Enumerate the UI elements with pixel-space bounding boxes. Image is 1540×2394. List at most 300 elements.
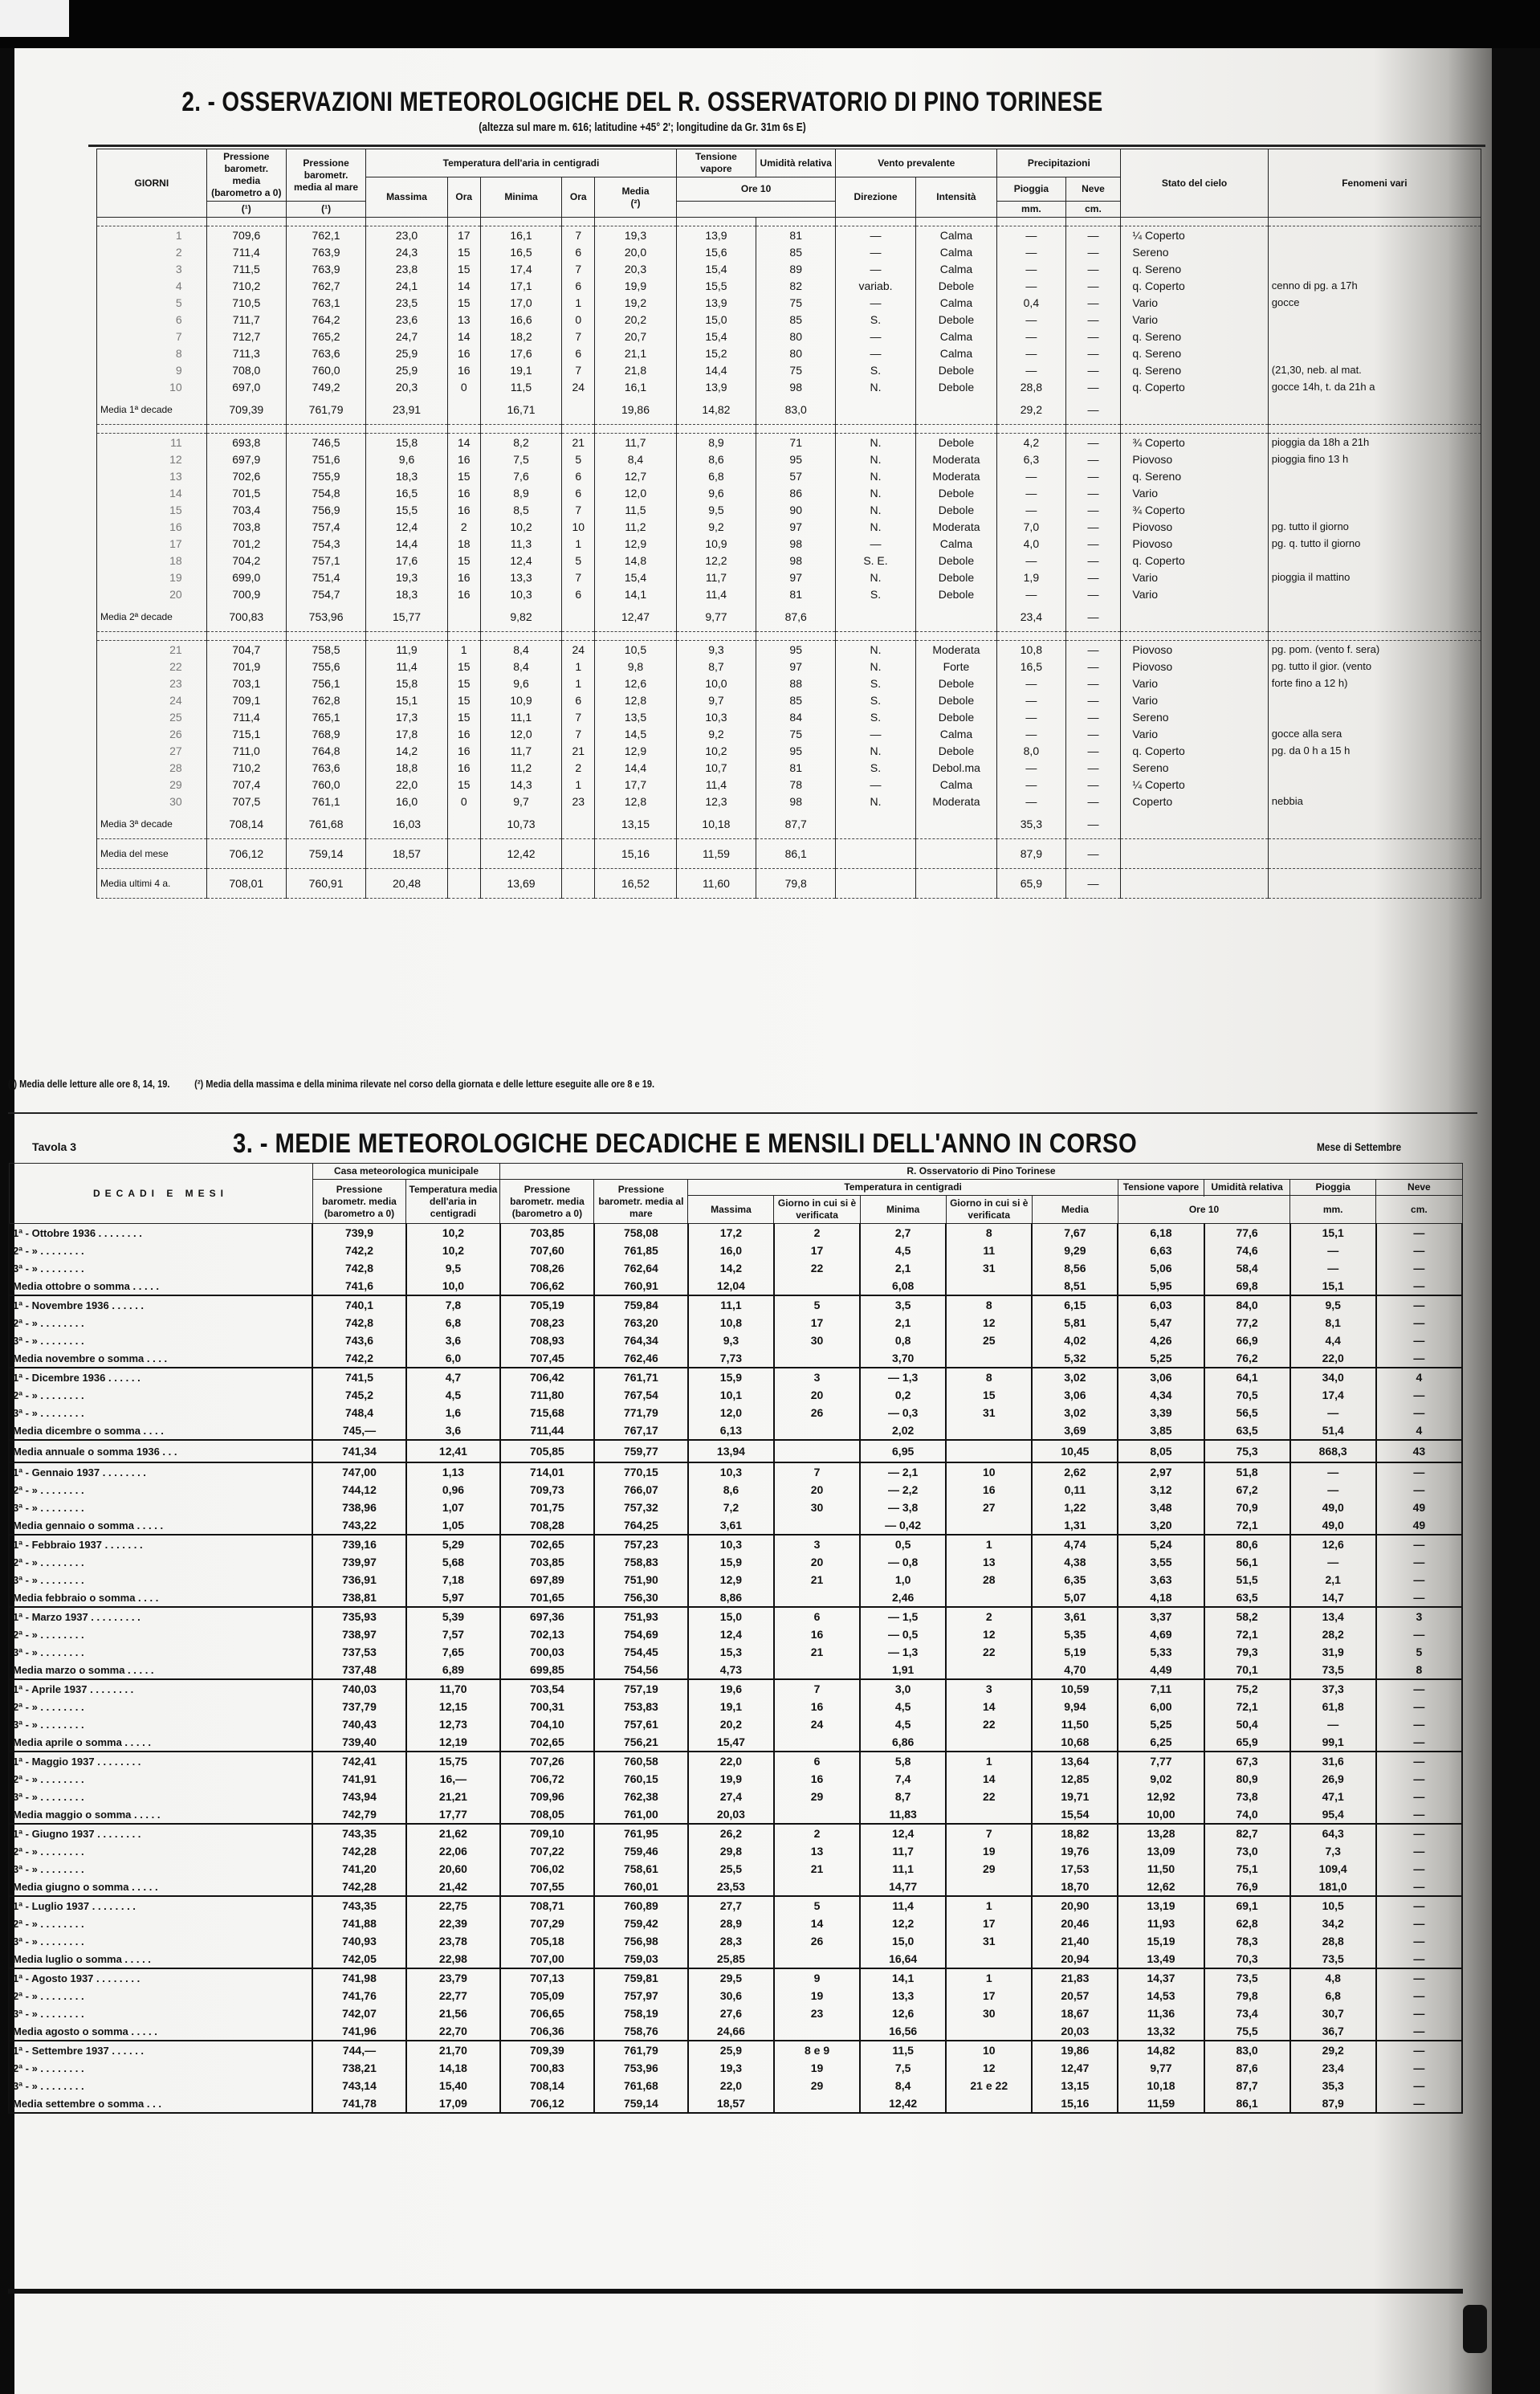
cell-pm: 749,2	[286, 378, 365, 395]
cell-min: 7,4	[860, 1770, 946, 1788]
cell-gm	[946, 1661, 1032, 1679]
cell-um: 72,1	[1204, 1625, 1290, 1643]
cell-max: 28,3	[688, 1932, 774, 1950]
cell-pg: 26,9	[1290, 1770, 1376, 1788]
cell-ct: 21,56	[406, 2005, 500, 2022]
cell-gM	[774, 1277, 860, 1295]
cell-um: 85	[756, 311, 836, 328]
cell-gM	[774, 2022, 860, 2041]
cell-med: 16,52	[595, 869, 677, 899]
cell-min: 15,0	[860, 1932, 946, 1950]
cell-pm: 760,91	[286, 869, 365, 899]
day-row	[97, 345, 1481, 361]
row-label: Media del mese	[97, 839, 207, 869]
cell-max: 20,3	[366, 378, 448, 395]
cell-dir: N.	[836, 451, 915, 467]
cell-pg: 6,3	[997, 451, 1065, 467]
cell-pm: 754,45	[594, 1643, 688, 1661]
cell-min: — 1,5	[860, 1607, 946, 1625]
cell-um: 87,7	[1204, 2077, 1290, 2094]
day-number: 3	[97, 260, 207, 277]
cell-pb: 702,65	[500, 1733, 594, 1752]
cell-cp: 743,14	[312, 2077, 406, 2094]
table2-subtitle: (altezza sul mare m. 616; latitudine +45° 2'; longitudine da Gr. 31m 6s E)	[479, 120, 806, 134]
cell-um: 65,9	[1204, 1733, 1290, 1752]
cell-gM: 30	[774, 1332, 860, 1349]
cell-um: 87,6	[756, 602, 836, 632]
col-massima: Massima	[688, 1196, 774, 1224]
cell-med: 14,5	[595, 725, 677, 742]
cell-om	[562, 839, 595, 869]
cell-int: Debole	[915, 585, 997, 602]
cell-fen: gocce alla sera	[1268, 725, 1481, 742]
cell-nv: —	[1376, 1332, 1462, 1349]
cell-oM: 18	[447, 535, 480, 552]
cell-max: 28,9	[688, 1915, 774, 1932]
cell-dir: —	[836, 535, 915, 552]
cell-gm: 17	[946, 1915, 1032, 1932]
day-number: 14	[97, 484, 207, 501]
cell-int: Forte	[915, 658, 997, 675]
day-row	[97, 226, 1481, 244]
cell-pg: 22,0	[1290, 1349, 1376, 1368]
cell-ct: 7,57	[406, 1625, 500, 1643]
row-label: 1ª - Giugno 1937 . . . . . . . .	[9, 1824, 312, 1842]
cell-min: 0,5	[860, 1535, 946, 1553]
cell-gM: 23	[774, 2005, 860, 2022]
cell-pm: 761,71	[594, 1368, 688, 1386]
cell-pg: 9,5	[1290, 1295, 1376, 1314]
cell-min: 18,2	[480, 328, 562, 345]
cell-min: 2,02	[860, 1421, 946, 1440]
row-label: Media agosto o somma . . . . .	[9, 2022, 312, 2041]
cell-gm	[946, 1277, 1032, 1295]
decade-row	[9, 1404, 1462, 1421]
day-row	[97, 675, 1481, 691]
cell-gm: 1	[946, 1968, 1032, 1987]
cell-gm: 21 e 22	[946, 2077, 1032, 2094]
cell-min: 16,71	[480, 395, 562, 425]
cell-pm: 754,7	[286, 585, 365, 602]
cell-pb: 706,65	[500, 2005, 594, 2022]
cell-pb: 715,68	[500, 1404, 594, 1421]
cell-ct: 10,0	[406, 1277, 500, 1295]
cell-med: 19,3	[595, 226, 677, 244]
cell-ten: 2,97	[1118, 1462, 1204, 1481]
cell-min: — 2,1	[860, 1462, 946, 1481]
cell-nv: —	[1376, 1295, 1462, 1314]
cell-med: 14,1	[595, 585, 677, 602]
cell-ten: 15,5	[676, 277, 756, 294]
cell-om: 1	[562, 294, 595, 311]
cell-fen	[1268, 467, 1481, 484]
cell-nv: —	[1376, 1915, 1462, 1932]
cell-nv: —	[1065, 725, 1121, 742]
month-label: Mese di Settembre	[1317, 1140, 1402, 1153]
cell-min: 4,5	[860, 1715, 946, 1733]
cell-min: 0,8	[860, 1332, 946, 1349]
day-number: 17	[97, 535, 207, 552]
cell-um: 67,2	[1204, 1481, 1290, 1499]
cell-med: 21,40	[1032, 1932, 1118, 1950]
cell-gm	[946, 1440, 1032, 1462]
cell-nv: —	[1376, 2094, 1462, 2113]
cell-pg: 23,4	[997, 602, 1065, 632]
day-row	[97, 793, 1481, 810]
cell-min: 3,0	[860, 1679, 946, 1698]
cell-nv: 49	[1376, 1499, 1462, 1516]
decade-row	[9, 1571, 1462, 1589]
cell-med: 8,56	[1032, 1259, 1118, 1277]
cell-max: 19,3	[688, 2059, 774, 2077]
cell-gm: 12	[946, 1625, 1032, 1643]
row-label: 2ª - » . . . . . . . .	[9, 1242, 312, 1259]
cell-sky: Sereno	[1121, 708, 1268, 725]
cell-med: 8,51	[1032, 1277, 1118, 1295]
cell-nv: —	[1376, 1349, 1462, 1368]
cell-nv: —	[1376, 1553, 1462, 1571]
day-row	[97, 518, 1481, 535]
cell-oM: 16	[447, 484, 480, 501]
row-label: 2ª - » . . . . . . . .	[9, 1987, 312, 2005]
cell-gm: 17	[946, 1987, 1032, 2005]
cell-um: 70,9	[1204, 1499, 1290, 1516]
cell-ct: 6,89	[406, 1661, 500, 1679]
cell-pb: 711,7	[206, 311, 286, 328]
cell-ten: 13,49	[1118, 1950, 1204, 1968]
cell-med: 3,61	[1032, 1607, 1118, 1625]
cell-cp: 739,40	[312, 1733, 406, 1752]
cell-um: 75	[756, 725, 836, 742]
cell-om: 7	[562, 569, 595, 585]
cell-ten: 11,60	[676, 869, 756, 899]
row-label: Media ottobre o somma . . . . .	[9, 1277, 312, 1295]
cell-pg: 12,6	[1290, 1535, 1376, 1553]
cell-pg: 7,3	[1290, 1842, 1376, 1860]
decade-average-row	[97, 810, 1481, 839]
cell-pg: 14,7	[1290, 1589, 1376, 1607]
cell-max: 25,85	[688, 1950, 774, 1968]
cell-nv: 4	[1376, 1368, 1462, 1386]
cell-max: 15,3	[688, 1643, 774, 1661]
cell-oM: 14	[447, 328, 480, 345]
cell-ct: 3,6	[406, 1421, 500, 1440]
cell-gm: 31	[946, 1259, 1032, 1277]
cell-pg: 16,5	[997, 658, 1065, 675]
cell-nv: —	[1065, 328, 1121, 345]
cell-min: 3,70	[860, 1349, 946, 1368]
unit-mm: mm.	[997, 202, 1065, 218]
cell-med: 9,8	[595, 658, 677, 675]
cell-med: 13,5	[595, 708, 677, 725]
cell-max: 19,3	[366, 569, 448, 585]
cell-pb: 700,03	[500, 1643, 594, 1661]
cell-nv: —	[1065, 759, 1121, 776]
cell-max: 23,8	[366, 260, 448, 277]
cell-med: 18,82	[1032, 1824, 1118, 1842]
decade-row	[9, 1679, 1462, 1698]
cell-cp: 747,00	[312, 1462, 406, 1481]
cell-int: Calma	[915, 243, 997, 260]
cell-pb: 706,62	[500, 1277, 594, 1295]
cell-ten: 5,06	[1118, 1259, 1204, 1277]
cell-max: 25,9	[688, 2041, 774, 2059]
cell-int	[915, 869, 997, 899]
cell-med: 5,19	[1032, 1643, 1118, 1661]
cell-gm: 16	[946, 1481, 1032, 1499]
cell-pb: 697,36	[500, 1607, 594, 1625]
cell-om: 1	[562, 776, 595, 793]
cell-ten: 7,77	[1118, 1752, 1204, 1770]
cell-cp: 738,21	[312, 2059, 406, 2077]
row-label: 1ª - Dicembre 1936 . . . . . .	[9, 1368, 312, 1386]
cell-pb: 707,5	[206, 793, 286, 810]
cell-ten: 14,82	[1118, 2041, 1204, 2059]
cell-pm: 762,64	[594, 1259, 688, 1277]
cell-pg: 34,2	[1290, 1915, 1376, 1932]
cell-ten: 9,6	[676, 484, 756, 501]
cell-oM: 14	[447, 277, 480, 294]
cell-med: 3,06	[1032, 1386, 1118, 1404]
month-average-row	[9, 1950, 1462, 1968]
cell-max: 16,0	[366, 793, 448, 810]
cell-cp: 741,91	[312, 1770, 406, 1788]
cell-min: 11,1	[860, 1860, 946, 1878]
day-row	[97, 501, 1481, 518]
cell-med: 3,02	[1032, 1368, 1118, 1386]
cell-max: 25,9	[366, 345, 448, 361]
cell-med: 11,2	[595, 518, 677, 535]
cell-min: 14,1	[860, 1968, 946, 1987]
cell-med: 8,4	[595, 451, 677, 467]
cell-pb: 707,29	[500, 1915, 594, 1932]
decade-row	[9, 1625, 1462, 1643]
cell-ten: 10,9	[676, 535, 756, 552]
cell-gm: 15	[946, 1386, 1032, 1404]
cell-max: 14,4	[366, 535, 448, 552]
day-row	[97, 434, 1481, 451]
month-average-row	[9, 1516, 1462, 1535]
cell-sky: Sereno	[1121, 759, 1268, 776]
cell-pg: 47,1	[1290, 1788, 1376, 1805]
cell-sky	[1121, 395, 1268, 425]
cell-pm: 751,90	[594, 1571, 688, 1589]
cell-med: 19,86	[595, 395, 677, 425]
cell-min: 10,9	[480, 691, 562, 708]
cell-cp: 745,2	[312, 1386, 406, 1404]
cell-pm: 759,46	[594, 1842, 688, 1860]
cell-pm: 758,83	[594, 1553, 688, 1571]
cell-nv: —	[1376, 1842, 1462, 1860]
cell-um: 57	[756, 467, 836, 484]
cell-pg: 29,2	[997, 395, 1065, 425]
cell-um: 87,6	[1204, 2059, 1290, 2077]
cell-fen	[1268, 691, 1481, 708]
cell-cp: 741,98	[312, 1968, 406, 1987]
cell-ct: 23,78	[406, 1932, 500, 1950]
cell-dir: N.	[836, 501, 915, 518]
row-label: 2ª - » . . . . . . . .	[9, 1915, 312, 1932]
cell-max: 10,1	[688, 1386, 774, 1404]
cell-pg: 95,4	[1290, 1805, 1376, 1824]
cell-med: 4,74	[1032, 1535, 1118, 1553]
cell-gm: 1	[946, 1896, 1032, 1915]
day-row	[97, 277, 1481, 294]
cell-pg: 87,9	[1290, 2094, 1376, 2113]
cell-pg: 6,8	[1290, 1987, 1376, 2005]
cell-um: 73,8	[1204, 1788, 1290, 1805]
cell-dir: —	[836, 226, 915, 244]
col-stato-cielo: Stato del cielo	[1121, 149, 1268, 218]
month-average-row	[9, 1589, 1462, 1607]
cell-dir	[836, 869, 915, 899]
cell-min: 17,4	[480, 260, 562, 277]
cell-dir: N.	[836, 378, 915, 395]
cell-pm: 755,6	[286, 658, 365, 675]
unit-mm: mm.	[1290, 1196, 1376, 1224]
day-number: 12	[97, 451, 207, 467]
cell-min: 16,56	[860, 2022, 946, 2041]
cell-sky: Piovoso	[1121, 518, 1268, 535]
cell-pm: 764,25	[594, 1516, 688, 1535]
cell-pg: —	[997, 226, 1065, 244]
row-label: 3ª - » . . . . . . . .	[9, 2005, 312, 2022]
cell-min: 12,2	[860, 1915, 946, 1932]
col-group-wind: Vento prevalente	[836, 149, 997, 177]
cell-min: — 0,42	[860, 1516, 946, 1535]
cell-um: 75	[756, 361, 836, 378]
day-row	[97, 484, 1481, 501]
cell-cp: 738,81	[312, 1589, 406, 1607]
cell-um: 78	[756, 776, 836, 793]
cell-sky: q. Coperto	[1121, 378, 1268, 395]
cell-gM: 29	[774, 2077, 860, 2094]
cell-pg: —	[997, 675, 1065, 691]
cell-pg: 109,4	[1290, 1860, 1376, 1878]
cell-min: 11,1	[480, 708, 562, 725]
row-label: 1ª - Settembre 1937 . . . . . .	[9, 2041, 312, 2059]
cell-pm: 753,96	[286, 602, 365, 632]
cell-med: 12,6	[595, 675, 677, 691]
cell-max: 16,0	[688, 1242, 774, 1259]
cell-min: 6,86	[860, 1733, 946, 1752]
cell-max: 14,2	[688, 1259, 774, 1277]
cell-pb: 707,60	[500, 1242, 594, 1259]
cell-sky: q. Coperto	[1121, 277, 1268, 294]
cell-pb: 706,72	[500, 1770, 594, 1788]
cell-pb: 702,65	[500, 1535, 594, 1553]
cell-um: 85	[756, 243, 836, 260]
cell-pb: 707,55	[500, 1878, 594, 1896]
cell-nv: 3	[1376, 1607, 1462, 1625]
cell-min: 19,1	[480, 361, 562, 378]
cell-min: — 0,8	[860, 1553, 946, 1571]
cell-um: 64,1	[1204, 1368, 1290, 1386]
cell-pb: 712,7	[206, 328, 286, 345]
cell-max: 20,48	[366, 869, 448, 899]
cell-ten: 5,25	[1118, 1715, 1204, 1733]
cell-cp: 741,78	[312, 2094, 406, 2113]
cell-oM: 16	[447, 759, 480, 776]
cell-pb: 709,1	[206, 691, 286, 708]
cell-pm: 759,03	[594, 1950, 688, 1968]
cell-ct: 7,65	[406, 1643, 500, 1661]
cell-oM: 16	[447, 742, 480, 759]
cell-om: 6	[562, 467, 595, 484]
cell-ct: 1,07	[406, 1499, 500, 1516]
cell-gM: 19	[774, 1987, 860, 2005]
cell-pg: 23,4	[1290, 2059, 1376, 2077]
cell-um: 77,6	[1204, 1224, 1290, 1242]
cell-nv: —	[1376, 1698, 1462, 1715]
col-group-precip: Precipitazioni	[997, 149, 1121, 177]
cell-gM: 29	[774, 1788, 860, 1805]
cell-dir: N.	[836, 484, 915, 501]
cell-cp: 742,07	[312, 2005, 406, 2022]
cell-gm: 28	[946, 1571, 1032, 1589]
cell-max: 20,03	[688, 1805, 774, 1824]
decade-row	[9, 1481, 1462, 1499]
cell-um: 69,1	[1204, 1896, 1290, 1915]
cell-cp: 743,6	[312, 1332, 406, 1349]
cell-um: 97	[756, 569, 836, 585]
cell-gM: 2	[774, 1224, 860, 1242]
cell-pg: 99,1	[1290, 1733, 1376, 1752]
cell-pg: 868,3	[1290, 1440, 1376, 1462]
cell-pm: 760,89	[594, 1896, 688, 1915]
divider	[8, 1112, 1477, 1114]
cell-min: 7,5	[860, 2059, 946, 2077]
cell-nv: —	[1065, 277, 1121, 294]
cell-int: Debole	[915, 361, 997, 378]
cell-ten: 8,9	[676, 434, 756, 451]
decade-row	[9, 1915, 1462, 1932]
cell-um: 81	[756, 226, 836, 244]
cell-int: Debole	[915, 434, 997, 451]
row-label: Media 3ª decade	[97, 810, 207, 839]
cell-med: 17,53	[1032, 1860, 1118, 1878]
day-row	[97, 759, 1481, 776]
cell-um: 90	[756, 501, 836, 518]
cell-ten: 10,2	[676, 742, 756, 759]
cell-ct: 3,6	[406, 1332, 500, 1349]
cell-um: 80,9	[1204, 1770, 1290, 1788]
cell-pm: 754,56	[594, 1661, 688, 1679]
decade-row	[9, 1842, 1462, 1860]
cell-ten: 8,6	[676, 451, 756, 467]
cell-nv: —	[1376, 1277, 1462, 1295]
cell-max: 27,4	[688, 1788, 774, 1805]
cell-max: 24,7	[366, 328, 448, 345]
cell-med: 11,7	[595, 434, 677, 451]
cell-gm: 8	[946, 1224, 1032, 1242]
cell-pm: 757,19	[594, 1679, 688, 1698]
cell-pm: 768,9	[286, 725, 365, 742]
cell-max: 22,0	[688, 2077, 774, 2094]
cell-ten: 10,0	[676, 675, 756, 691]
cell-max: 4,73	[688, 1661, 774, 1679]
cell-ten: 15,19	[1118, 1932, 1204, 1950]
cell-pb: 704,10	[500, 1715, 594, 1733]
day-number: 16	[97, 518, 207, 535]
cell-pm: 760,58	[594, 1752, 688, 1770]
cell-cp: 737,53	[312, 1643, 406, 1661]
cell-nv: —	[1065, 395, 1121, 425]
day-row	[97, 378, 1481, 395]
cell-pg: —	[997, 501, 1065, 518]
cell-med: 2,62	[1032, 1462, 1118, 1481]
footnotes	[8, 1078, 654, 1090]
